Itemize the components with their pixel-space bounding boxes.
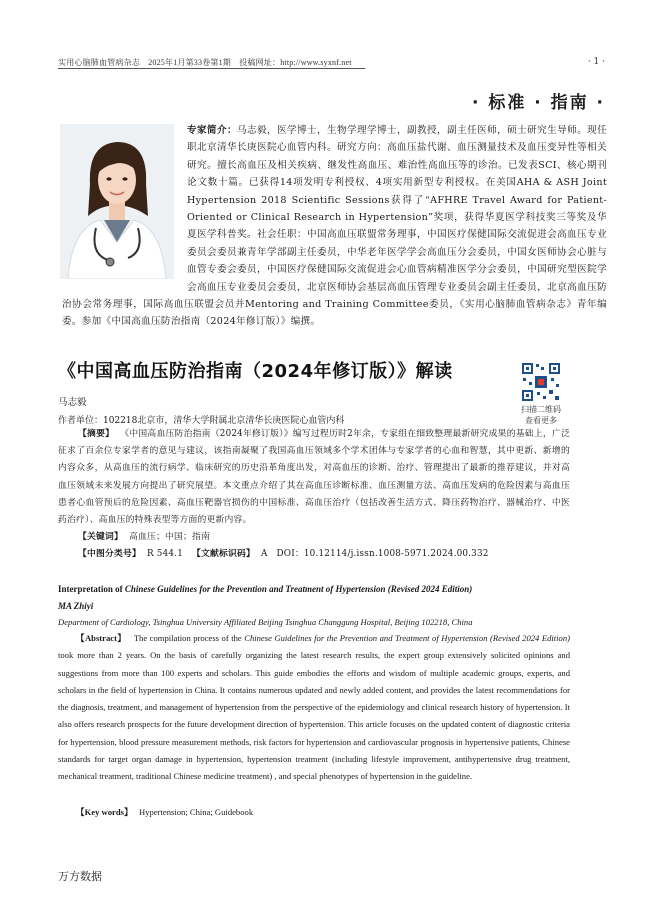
author-affiliation: 作者单位：102218北京市，清华大学附属北京清华长庚医院心血管内科 (58, 416, 345, 426)
qr-code-icon[interactable] (521, 362, 561, 402)
english-title (58, 584, 472, 594)
english-author: MA Zhiyi (58, 601, 94, 611)
english-keywords-text: Hypertension; China; Guidebook (139, 807, 254, 817)
clc-value: R 544.1 (146, 549, 183, 560)
page-number: · 1 · (587, 57, 605, 67)
english-title-italic: Chinese Guidelines for the Prevention and Treatment of Hypertension (Revised 2024 Edition) (124, 584, 473, 594)
abstract-text: 《中国高血压防治指南（2024年修订版）》编写过程历时2年余，专家组在细致整理最新研究成果的基础上，广泛征求了百余位专家学者的意见与建议，该指南凝聚了我国高血压领域多个学术团体与专家学者的心血和智慧，其中更新、新增的内容众多，从高血压的流行病学、临床研究的历史沿革角度出发，对高血压的诊断、治疗、管理提出了最新的推荐建议，并对高血压领域未来发展方向提出了研究展望。本文重点介绍了其在高血压诊断标准、血压测量方法、高血压发病的危险因素与高血压患者心血管预后的危险因素、高血压靶器官损伤的中国标准、高血压治疗（包括改善生活方式、降压药物治疗、器械治疗、中医药治疗）、高血压的特殊表型等方面的更新内容。 (58, 429, 570, 526)
keywords-text: 高血压；中国；指南 (129, 532, 210, 543)
english-abstract-post: took more than 2 years. On the basis of carefully organizing the latest research results, the expert group extensively solicited opinions and suggestions from more than 100 experts and scholars. This guide embodies the efforts and wisdom of multiple academic groups, experts, and scholars in the field of hypertension in China. It contains numerous updated and newly added content, and provides the latest recommendations for the diagnosis, treatment, and management of hypertension from the perspective of the epidemiology and clinical research history of hypertension. It also offers research prospects for the future development direction of hypertension. This article focuses on the updated content of diagnostic criteria for hypertension, blood pressure measurement methods, risk factors for hypertension and cardiovascular prognosis in hypertensive patients, Chinese standards for target organ damage in hypertension, hypertension treatment (including lifestyle improvement, antihypertensive drug treatment, mechanical treatment, traditional Chinese medicine treatment) , and special phenotypes of hypertension in the guideline. (58, 650, 570, 782)
chinese-abstract (58, 426, 570, 564)
abstract-paragraph (58, 426, 570, 529)
doc-label: 【文献标识码】 (192, 549, 255, 560)
qr-caption-line-2: 查看更多 (525, 416, 557, 425)
abstract-label: 【摘要】 (78, 429, 115, 439)
english-affiliation: Department of Cardiology, Tsinghua University Affiliated Beijing Tsinghua Changgung Hospital, Beijing 102218, China (58, 617, 473, 627)
article-title: 《中国高血压防治指南（2024年修订版）》解读 (58, 361, 453, 382)
english-keywords (76, 806, 253, 818)
clc-label: 【中图分类号】 (78, 549, 141, 560)
qr-caption-line-1: 扫描二维码 (521, 405, 561, 414)
photo-spacer (62, 122, 187, 282)
author-name: 马志毅 (58, 397, 87, 408)
qr-caption (512, 404, 570, 426)
doc-value: A (260, 549, 268, 560)
classification-line (58, 546, 570, 563)
doi[interactable]: DOI：10.12114/j.issn.1008-5971.2024.00.332 (276, 549, 489, 560)
header-rule (58, 68, 365, 69)
keywords-line (58, 529, 570, 546)
english-keywords-label: 【Key words】 (76, 807, 133, 817)
english-abstract-italic: Chinese Guidelines for the Prevention and Treatment of Hypertension (Revised 2024 Edition) (244, 633, 571, 643)
author-bio (62, 122, 607, 331)
bio-text: 马志毅，医学博士，生物学理学博士，副教授，副主任医师，硕士研究生导师。现任职北京清华长庚医院心血管内科。研究方向：高血压盐代谢、血压测量技术及血压变异性等相关研究。擅长高血压及相关疾病、继发性高血压、难治性高血压等的诊治。已发表SCI、核心期刊论文数十篇。已获得14项发明专利授权、4项实用新型专利授权。在美国AHA & ASH Joint Hypertension 2018 Scientific Sessions获得了“AFHRE Travel Award for Patient-Oriented or Clinical Research in Hypertension”奖项，获得华夏医学科技奖三等奖及华夏医学科普奖。社会任职：中国高血压联盟常务理事，中国医疗保健国际交流促进会高血压专业委员会委员兼青年学部副主任委员，中华老年医学学会高血压分会委员，中国女医师协会心脏与血管专委会委员，中国医疗保健国际交流促进会心血管病精准医学分会委员，中国研究型医院学会高血压专业委员会委员，北京医师协会基层高血压管理专业委员会副主任委员，北京高血压防治协会常务理事，国际高血压联盟会员并Mentoring and Training Committee委员，《实用心脑肺血管病杂志》青年编委。参加《中国高血压防治指南（2024年修订版）》编撰。 (62, 125, 607, 328)
journal-header: 实用心脑肺血管病杂志 2025年1月第33卷第1期 投稿网址：http://www.syxnf.net (58, 58, 352, 67)
english-abstract-paragraph (58, 630, 570, 786)
english-abstract-label: 【Abstract】 (76, 633, 127, 643)
english-abstract (58, 630, 570, 786)
section-tag: · 标准 · 指南 · (471, 93, 605, 113)
english-abstract-pre: The compilation process of the (133, 633, 245, 643)
english-title-prefix: Interpretation of (58, 584, 125, 594)
watermark: 万方数据 (58, 870, 102, 883)
bio-label: 专家简介： (187, 125, 238, 136)
keywords-label: 【关键词】 (78, 532, 123, 543)
